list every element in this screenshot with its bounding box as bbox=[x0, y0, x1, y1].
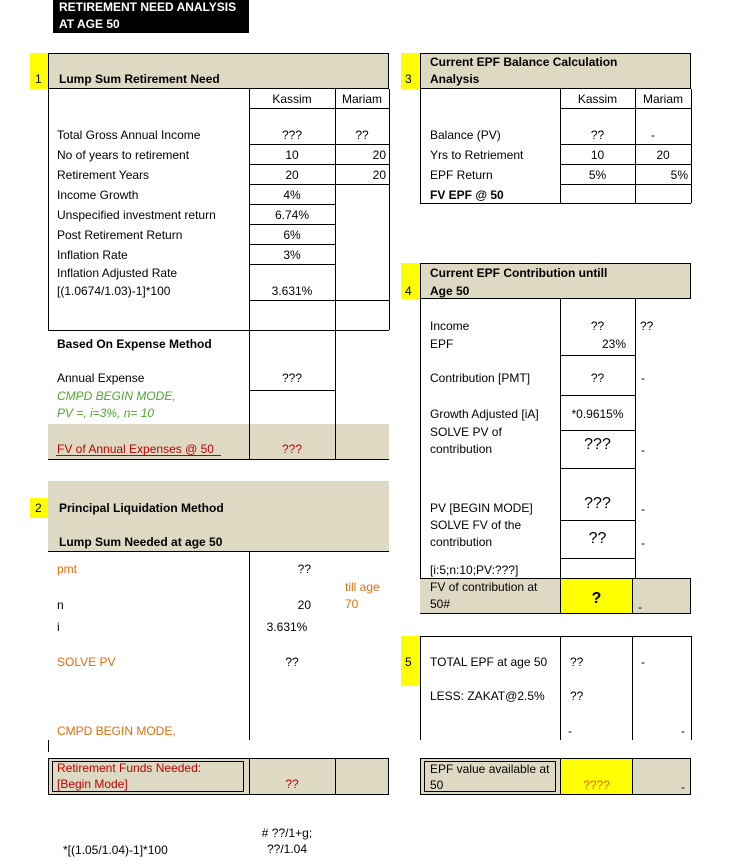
pv-begin-label: PV [BEGIN MODE] bbox=[430, 501, 533, 515]
s1-row-kassim: 3% bbox=[283, 248, 301, 262]
income-mariam: ?? bbox=[640, 319, 654, 333]
fv-epf-label: FV EPF @ 50 bbox=[430, 188, 504, 202]
total-epf-mariam: - bbox=[641, 655, 645, 669]
solve-pv-contrib-value: ??? bbox=[584, 436, 611, 453]
s1-row-mariam: ?? bbox=[355, 128, 369, 142]
s3-row-kassim: 5% bbox=[588, 168, 607, 182]
section-1-heading: Lump Sum Retirement Need bbox=[59, 72, 220, 86]
cmpd-note-1: CMPD BEGIN MODE, bbox=[57, 389, 176, 403]
inflation-adjusted-value: 3.631% bbox=[271, 284, 313, 298]
till-age-label: till age bbox=[345, 580, 380, 594]
retirement-funds-label-2: [Begin Mode] bbox=[57, 777, 128, 791]
s1-row-mariam: 20 bbox=[372, 148, 386, 162]
s1-row-kassim: 4% bbox=[283, 188, 301, 202]
section-2-subheading: Lump Sum Needed at age 50 bbox=[59, 535, 223, 549]
epf-available-label-2: 50 bbox=[430, 778, 444, 792]
dash-kassim: - bbox=[568, 724, 572, 738]
epf-available-label-1: EPF value available at bbox=[430, 762, 550, 776]
s1-row-label: No of years to retirement bbox=[57, 148, 190, 162]
solve-pv-contrib-mariam: - bbox=[641, 443, 645, 457]
section-3-heading-1: Current EPF Balance Calculation bbox=[430, 55, 618, 69]
s1-row-kassim: 20 bbox=[285, 168, 299, 182]
cmpd-begin-label: CMPD BEGIN MODE, bbox=[57, 724, 176, 738]
retirement-funds-label-1: Retirement Funds Needed: bbox=[57, 761, 202, 775]
solve-pv-contrib-2: contribution bbox=[430, 442, 493, 456]
inflation-adjusted-formula: [(1.0674/1.03)-1]*100 bbox=[57, 284, 171, 298]
solve-fv-contrib-mariam: - bbox=[641, 536, 645, 550]
section-5-number: 5 bbox=[405, 655, 412, 669]
i-label: i bbox=[57, 620, 60, 634]
n-label: n bbox=[57, 598, 64, 612]
s3-row-kassim: 10 bbox=[590, 148, 605, 162]
income-kassim: ?? bbox=[590, 319, 605, 333]
total-epf-kassim: ?? bbox=[570, 655, 584, 669]
solve-fv-contrib-1: SOLVE FV of the bbox=[430, 518, 522, 532]
s1-row-kassim: 6% bbox=[283, 228, 301, 242]
s1-row-label: Income Growth bbox=[57, 188, 139, 202]
section-4-heading-1: Current EPF Contribution untill bbox=[430, 266, 608, 280]
page-subtitle: AT AGE 50 bbox=[59, 17, 120, 31]
cmpd-note-2: PV =, i=3%, n= 10 bbox=[57, 406, 155, 420]
section-2-number: 2 bbox=[35, 501, 42, 515]
contribution-mariam: - bbox=[641, 371, 645, 385]
section-3-heading-2: Analysis bbox=[430, 72, 480, 86]
s1-row-label: Unspecified investment return bbox=[57, 208, 216, 222]
solve-fv-contrib-value: ?? bbox=[588, 530, 607, 547]
pmt-value: ?? bbox=[297, 562, 311, 576]
till-age-value: 70 bbox=[345, 597, 359, 611]
section-4-number: 4 bbox=[405, 284, 412, 298]
fv-contribution-label-2: 50# bbox=[430, 597, 451, 611]
contribution-kassim: ?? bbox=[590, 371, 605, 385]
section-2-heading: Principal Liquidation Method bbox=[59, 501, 224, 515]
fv-contribution-label-1: FV of contribution at bbox=[430, 580, 538, 594]
s3-row-kassim: ?? bbox=[590, 128, 605, 142]
s3-col-mariam: Mariam bbox=[642, 92, 683, 106]
s3-row-mariam: 20 bbox=[656, 148, 670, 162]
s1-col-mariam: Mariam bbox=[341, 92, 382, 106]
income-label: Income bbox=[430, 319, 470, 333]
total-epf-label: TOTAL EPF at age 50 bbox=[430, 655, 548, 669]
inflation-adjusted-label: Inflation Adjusted Rate bbox=[57, 266, 178, 280]
epf-available-mariam: - bbox=[681, 780, 685, 794]
solve-pv-contrib-1: SOLVE PV of bbox=[430, 425, 502, 439]
solve-pv-value: ?? bbox=[285, 655, 299, 669]
s1-row-kassim: 6.74% bbox=[274, 208, 310, 222]
fv-expenses-label: FV of Annual Expenses @ 50 bbox=[57, 442, 214, 456]
contribution-label: Contribution [PMT] bbox=[430, 371, 531, 385]
section-3-number: 3 bbox=[405, 72, 412, 86]
growth-adjusted-value: *0.9615% bbox=[571, 407, 624, 421]
fv-params: [i:5;n:10;PV:???] bbox=[430, 563, 519, 577]
growth-note-2: ??/1.04 bbox=[266, 842, 308, 856]
s3-row-label: Balance (PV) bbox=[430, 128, 501, 142]
pv-begin-value: ??? bbox=[584, 495, 611, 512]
s3-row-mariam: - bbox=[651, 128, 655, 142]
annual-expense-label: Annual Expense bbox=[57, 371, 145, 385]
retirement-funds-value: ?? bbox=[285, 777, 299, 791]
fv-expenses-value: ??? bbox=[281, 442, 303, 456]
s3-row-mariam: 5% bbox=[670, 168, 688, 182]
s1-row-label: Retirement Years bbox=[57, 168, 150, 182]
zakat-kassim: ?? bbox=[570, 689, 584, 703]
s1-row-label: Total Gross Annual Income bbox=[57, 128, 201, 142]
pv-begin-mariam: - bbox=[641, 502, 645, 516]
page-title: RETIREMENT NEED ANALYSIS bbox=[59, 0, 237, 14]
s1-row-kassim: 10 bbox=[285, 148, 299, 162]
fv-contribution-mariam: - bbox=[638, 600, 642, 614]
dash-mariam: - bbox=[681, 724, 685, 738]
expense-method-heading: Based On Expense Method bbox=[57, 337, 212, 351]
footnote-formula: *[(1.05/1.04)-1]*100 bbox=[63, 843, 168, 857]
growth-note-1: # ??/1+g; bbox=[261, 826, 313, 840]
s1-row-mariam: 20 bbox=[372, 168, 386, 182]
solve-pv-label: SOLVE PV bbox=[57, 655, 116, 669]
s3-col-kassim: Kassim bbox=[577, 92, 618, 106]
growth-adjusted-label: Growth Adjusted [iA] bbox=[430, 407, 539, 421]
epf-rate: 23% bbox=[601, 337, 626, 351]
s3-row-label: Yrs to Retriement bbox=[430, 148, 524, 162]
s1-row-label: Inflation Rate bbox=[57, 248, 128, 262]
epf-available-value: ???? bbox=[583, 778, 610, 792]
s1-row-label: Post Retirement Return bbox=[57, 228, 183, 242]
solve-fv-contrib-2: contribution bbox=[430, 535, 493, 549]
n-value: 20 bbox=[297, 598, 311, 612]
zakat-label: LESS: ZAKAT@2.5% bbox=[430, 689, 545, 703]
annual-expense-value: ??? bbox=[281, 371, 303, 385]
epf-label: EPF bbox=[430, 337, 454, 351]
s1-col-kassim: Kassim bbox=[272, 92, 312, 106]
s1-row-kassim: ??? bbox=[281, 128, 303, 142]
i-value: 3.631% bbox=[266, 620, 308, 634]
s3-row-label: EPF Return bbox=[430, 168, 493, 182]
section-4-heading-2: Age 50 bbox=[430, 284, 470, 298]
pmt-label: pmt bbox=[57, 562, 78, 576]
fv-contribution-value: ? bbox=[591, 590, 602, 607]
section-1-number: 1 bbox=[35, 72, 42, 86]
